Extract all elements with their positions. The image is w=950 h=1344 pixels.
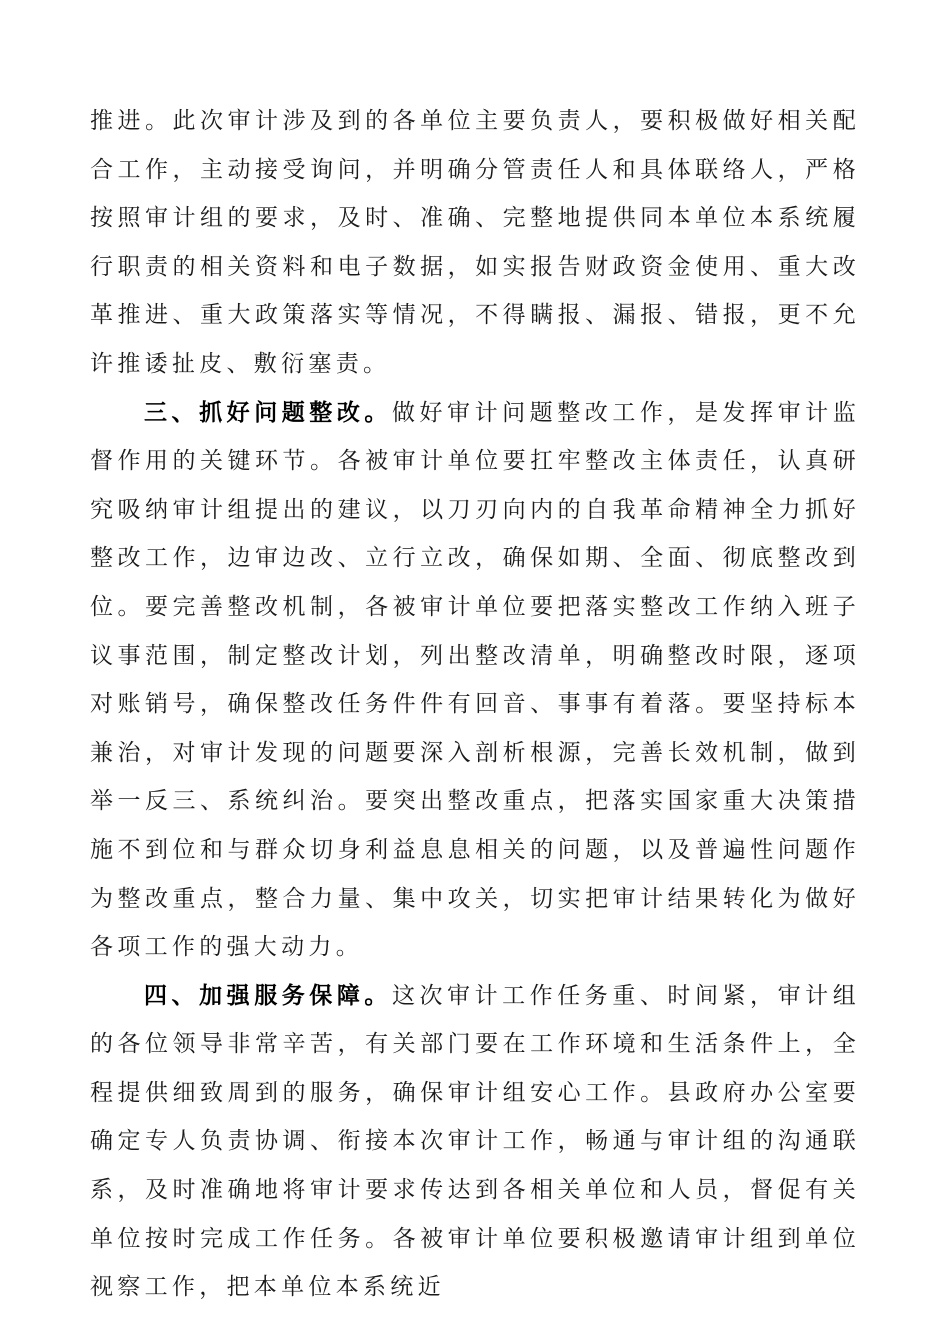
paragraph-rectification — [90, 389, 860, 972]
paragraph-cooperation — [90, 97, 860, 389]
paragraph-text: 推进。此次审计涉及到的各单位主要负责人，要积极做好相关配合工作，主动接受询问，并明确分管责任人和具体联络人，严格按照审计组的要求，及时、准确、完整地提供同本单位本系统履行职责的相关资料和电子数据，如实报告财政资金使用、重大改革推进、重大政策落实等情况，不得瞒报、漏报、错报，更不允许推诿扯皮、敷衍塞责。 — [90, 108, 860, 377]
paragraph-text: 做好审计问题整改工作，是发挥审计监督作用的关键环节。各被审计单位要扛牢整改主体责任，认真研究吸纳审计组提出的建议，以刀刃向内的自我革命精神全力抓好整改工作，边审边改、立行立改，确保如期、全面、彻底整改到位。要完善整改机制，各被审计单位要把落实整改工作纳入班子议事范围，制定整改计划，列出整改清单，明确整改时限，逐项对账销号，确保整改任务件件有回音、事事有着落。要坚持标本兼治，对审计发现的问题要深入剖析根源，完善长效机制，做到举一反三、系统纠治。要突出整改重点，把落实国家重大决策措施不到位和与群众切身利益息息相关的问题，以及普遍性问题作为整改重点，整合力量、集中攻关，切实把审计结果转化为做好各项工作的强大动力。 — [90, 399, 860, 961]
section-heading-service: 四、加强服务保障。 — [144, 981, 392, 1009]
paragraph-service — [90, 972, 860, 1312]
section-heading-rectification: 三、抓好问题整改。 — [144, 398, 392, 426]
paragraph-text: 这次审计工作任务重、时间紧，审计组的各位领导非常辛苦，有关部门要在工作环境和生活条件上，全程提供细致周到的服务，确保审计组安心工作。县政府办公室要确定专人负责协调、衔接本次审计工作，畅通与审计组的沟通联系，及时准确地将审计要求传达到各相关单位和人员，督促有关单位按时完成工作任务。各被审计单位要积极邀请审计组到单位视察工作，把本单位本系统近 — [90, 982, 860, 1301]
